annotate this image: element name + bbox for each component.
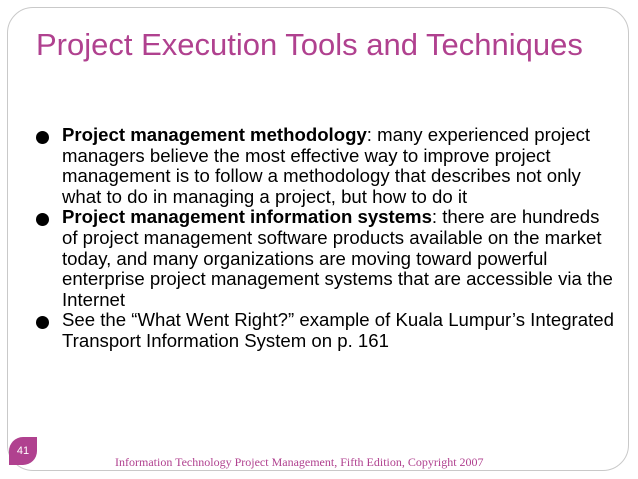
bullet-item xyxy=(34,310,619,351)
bullet-term: Project management information systems xyxy=(62,206,432,228)
bullet-item xyxy=(34,207,619,310)
bullet-dot-icon xyxy=(36,131,49,144)
slide-title: Project Execution Tools and Techniques xyxy=(36,27,583,62)
bullet-list xyxy=(34,125,619,352)
page-number-badge: 41 xyxy=(9,437,37,465)
bullet-item xyxy=(34,125,619,207)
footer-copyright: Information Technology Project Management, Fifth Edition, Copyright 2007 xyxy=(115,455,484,469)
bullet-text: : many experienced project managers believe the most effective way to improve project management is to follow a methodology that describes not only what to do in managing a project, but how to do it xyxy=(62,124,591,207)
bullet-term: Project management methodology xyxy=(62,124,367,145)
bullet-text: : there are hundreds of project management software products available on the market today, and many organizations are moving toward powerful enterprise project management systems that are accessible via the Internet xyxy=(62,206,613,310)
bullet-dot-icon xyxy=(36,316,49,329)
bullet-text: See the “What Went Right?” example of Kuala Lumpur’s Integrated Transport Information System on p. 161 xyxy=(62,309,614,351)
bullet-dot-icon xyxy=(36,213,49,226)
